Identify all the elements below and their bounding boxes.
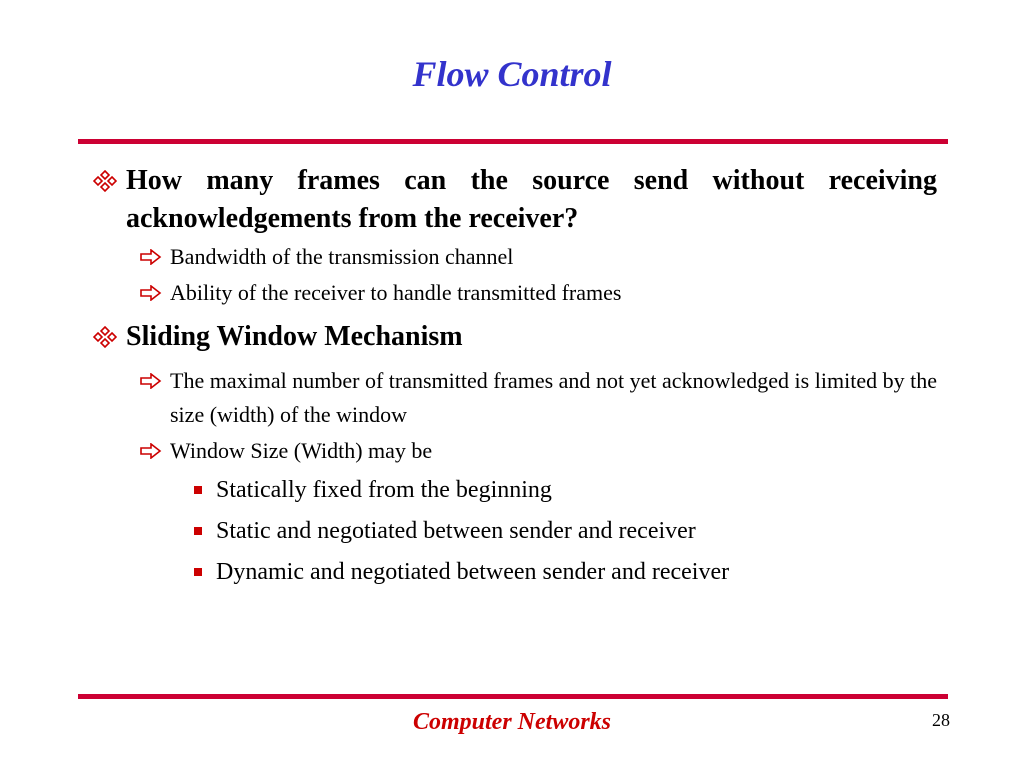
subitem-2-2-text: Window Size (Width) may be [170, 438, 433, 463]
subitem-1-1-text: Bandwidth of the transmission channel [170, 244, 514, 269]
diamond-bullet-icon [92, 162, 120, 200]
subitem-2-2 [140, 434, 937, 468]
subsubitem-2-2-2-text: Static and negotiated between sender and receiver [216, 518, 696, 544]
bullet-1 [92, 162, 937, 238]
subitem-1-2 [140, 276, 937, 310]
subitem-2-1 [140, 364, 937, 432]
arrow-bullet-icon [140, 434, 166, 468]
square-bullet-icon [194, 568, 202, 576]
bullet-1-text: How many frames can the source send without receiving acknowledgements from the receiver? [126, 165, 937, 234]
subitem-1-1 [140, 240, 937, 274]
slide-title: Flow Control [412, 54, 612, 94]
page-number: 28 [932, 710, 950, 730]
square-bullet-icon [194, 486, 202, 494]
diamond-bullet-icon [92, 318, 120, 356]
subitem-2-1-text: The maximal number of transmitted frames and not yet acknowledged is limited by the size (width) of the window [170, 368, 937, 427]
subsubitem-2-2-2 [190, 511, 937, 552]
arrow-bullet-icon [140, 240, 166, 274]
bullet-2-text: Sliding Window Mechanism [126, 321, 463, 352]
footer-title: Computer Networks [412, 709, 612, 735]
bottom-divider [78, 694, 948, 699]
subsubitem-2-2-3 [190, 552, 937, 593]
slide-content [92, 162, 937, 593]
subsubitem-2-2-1-text: Statically fixed from the beginning [216, 477, 552, 503]
square-bullet-icon [194, 527, 202, 535]
top-divider [78, 139, 948, 144]
subitem-1-2-text: Ability of the receiver to handle transmitted frames [170, 280, 622, 305]
arrow-bullet-icon [140, 364, 166, 398]
arrow-bullet-icon [140, 276, 166, 310]
subsubitem-2-2-3-text: Dynamic and negotiated between sender and receiver [216, 559, 730, 585]
bullet-2 [92, 318, 937, 356]
subsubitem-2-2-1 [190, 470, 937, 511]
